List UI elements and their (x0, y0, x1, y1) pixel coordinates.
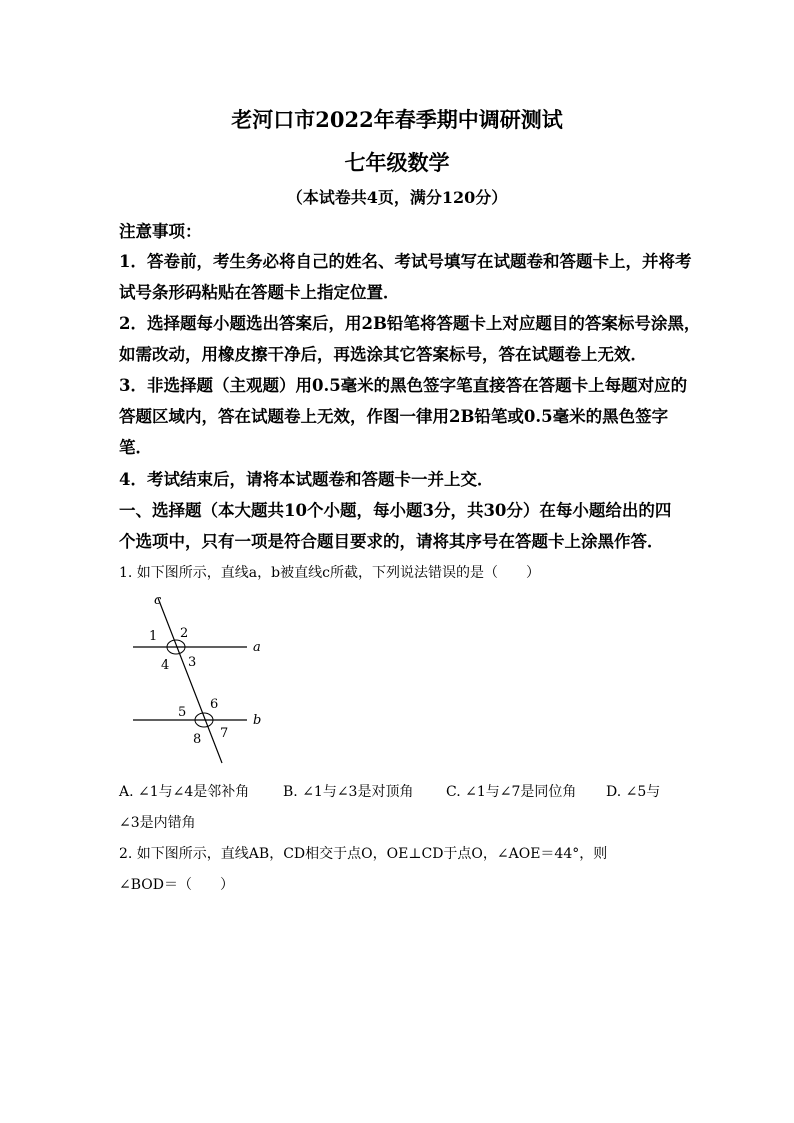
label-angle-1: 1 (149, 629, 158, 644)
line-c (158, 598, 222, 763)
instruction-1-line-1: 1．答卷前，考生务必将自己的姓名、考试号填写在试题卷和答题卡上，并将考 (119, 252, 692, 271)
instructions-heading: 注意事项： (119, 222, 202, 241)
instruction-1-line-2: 试号条形码粘贴在答题卡上指定位置． (119, 283, 400, 302)
question-2-line-2: ∠BOD＝（ ） (119, 877, 234, 893)
label-a: a (253, 640, 261, 655)
instruction-4: 4．考试结束后，请将本试题卷和答题卡一并上交． (119, 470, 494, 489)
instruction-2-line-2: 如需改动，用橡皮擦干净后，再选涂其它答案标号，答在试题卷上无效． (119, 345, 647, 364)
instruction-3-line-2: 答题区域内，答在试题卷上无效，作图一律用2B铅笔或0.5毫米的黑色签字 (119, 407, 669, 426)
question-1-figure (120, 588, 280, 768)
question-1-option-a: A. ∠1与∠4是邻补角 (119, 784, 250, 800)
label-angle-7: 7 (220, 726, 229, 741)
section-1-line-2: 个选项中，只有一项是符合题目要求的，请将其序号在答题卡上涂黑作答． (119, 532, 664, 551)
question-1-option-c: C. ∠1与∠7是同位角 (446, 784, 577, 800)
exam-title: 老河口市2022年春季期中调研测试 (231, 107, 563, 132)
question-1-option-d-continued: ∠3是内错角 (119, 815, 196, 831)
section-1-line-1: 一、选择题（本大题共10个小题，每小题3分，共30分）在每小题给出的四 (119, 501, 672, 520)
label-angle-2: 2 (180, 626, 189, 641)
label-angle-5: 5 (178, 705, 187, 720)
instruction-3-line-3: 笔． (119, 438, 152, 457)
label-angle-6: 6 (210, 697, 219, 712)
question-1-stem: 1. 如下图所示，直线a，b被直线c所截，下列说法错误的是（ ） (119, 565, 540, 581)
instruction-2-line-1: 2．选择题每小题选出答案后，用2B铅笔将答题卡上对应题目的答案标号涂黑， (119, 314, 701, 333)
exam-note: （本试卷共4页，满分120分） (286, 188, 508, 207)
question-1-option-d: D. ∠5与 (606, 784, 661, 800)
exam-subtitle: 七年级数学 (344, 150, 450, 175)
instruction-3-line-1: 3．非选择题（主观题）用0.5毫米的黑色签字笔直接答在答题卡上每题对应的 (119, 376, 688, 395)
label-angle-8: 8 (193, 732, 202, 747)
label-b: b (253, 713, 262, 728)
question-2-line-1: 2. 如下图所示，直线AB，CD相交于点O，OE⊥CD于点O，∠AOE＝44°，则 (119, 846, 608, 862)
question-1-option-b: B. ∠1与∠3是对顶角 (283, 784, 414, 800)
label-c: c (154, 593, 162, 608)
label-angle-3: 3 (188, 655, 197, 670)
label-angle-4: 4 (161, 658, 170, 673)
